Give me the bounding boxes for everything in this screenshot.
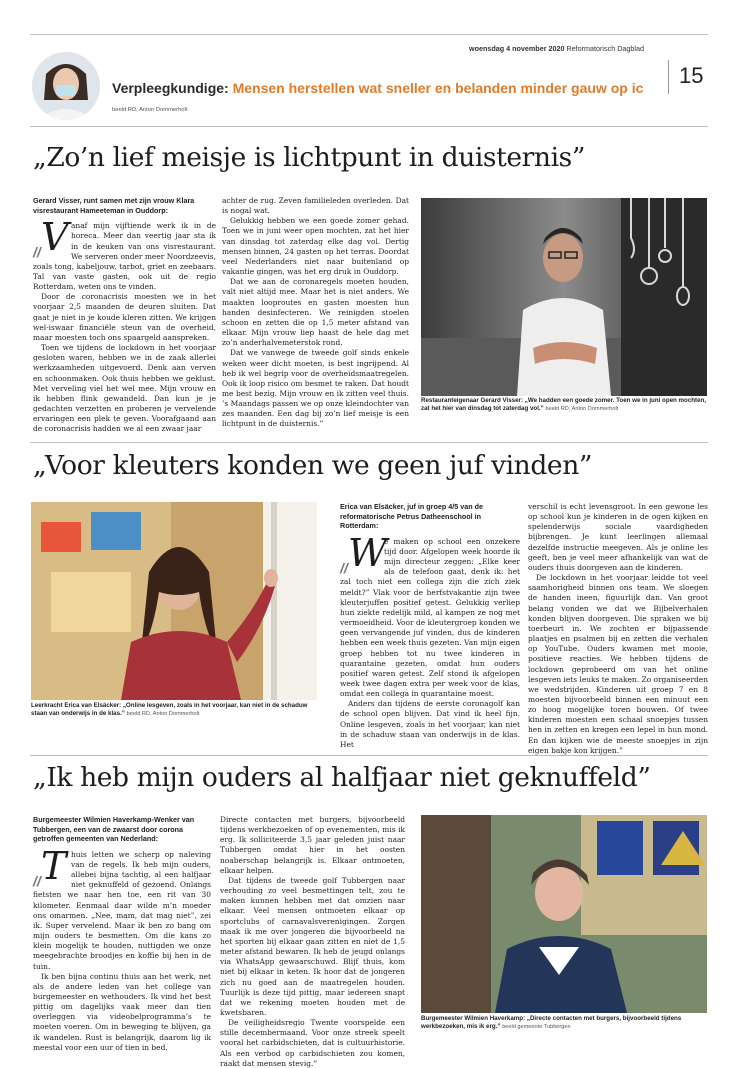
article1-caption: [421, 397, 711, 413]
quote-mark-icon: //: [33, 244, 41, 261]
kicker-label: Verpleegkundige:: [112, 80, 229, 96]
article3-col2: [220, 815, 405, 1068]
article2-caption-text: Leerkracht Erica van Elsäcker: „Online lesgeven, zoals in het voorjaar, kan niet in de schaduw staan van onderwijs in de klas.”: [31, 702, 308, 717]
header-rule: [30, 126, 708, 127]
article3-dropcap-block: [33, 843, 67, 889]
masthead-date: woensdag 4 november 2020: [469, 44, 565, 53]
article1-paragraph: Toen we tijdens de lockdown in het voorjaar gesloten waren, hebben we in de zaak allerlei werkzaamheden uitgevoerd. Denk aan verven en schoonmaken. Ook thuis hebben we geklust. Met verveling viel het wel mee. Mijn vrouw en ik hebben flink gewandeld. Dan kun je je gedachten verzetten en proberen je vervelende ervaringen een plek te geven. Voorafgaand aan de coronacrisis hadden we al een zwaar jaar: [33, 343, 216, 434]
article3-paragraph: huis letten we scherp op naleving van de regels. Ik heb mijn ouders, allebei bijna tachtig, al een halfjaar niet geknuffeld of gezoend. Onlangs fietsten we naar hen toe, een rit van 30 kilometer. Eenmaal daar wilde m’n moeder ons omarmen. „Nee, mam, dat mag niet”, zei ik. Super vervelend. Maar ik ben zo bang om mijn ouders te besmetten. Om die kans zo klein mogelijk te houden, nuttigden we onze meegebrachte broodjes en koffie bij hen in de tuin.: [33, 849, 211, 971]
top-rule: [30, 34, 708, 35]
article3-col1: [33, 815, 211, 1053]
article2-paragraph: De lockdown in het voorjaar leidde tot veel saamhorigheid binnen ons team. We sloegen de handen ineen, figuurlijk dan. Van groot belang vonden we dat we Bijbelverhalen konden blijven doorgeven. Die spraken we bij toerbeurt in. We zochten er bijpassende plaatjes en psalmen bij en zetten die verhalen op YouTube. Ouders kwamen met mooie, positieve reacties. We hebben tijdens de lockdown geprobeerd om van het online lesgeven iets leuks te maken. Zo organiseerden we wedstrijden. Kinderen uit groep 7 en 8 moesten bijvoorbeeld binnen een minuut een zo hoog mogelijke toren bouwen. Of twee kinderen moesten een schaal snoepjes tussen hen in zetten en kregen een lepel in hun mond. En dan kijken wie de meeste snoepjes in zijn eigen bakje kon krijgen.”: [528, 573, 708, 755]
quote-mark-icon: //: [33, 872, 41, 889]
article2-col2: [528, 502, 708, 756]
nurse-avatar: [32, 52, 100, 120]
article3-paragraph: De veiligheidsregio Twente voorspelde een stille decembermaand. Voor onze streek speelt vooral het carbidschieten, dat is cultuurhistorie. Als een verbod op carbidschieten zou komen, raakt dat mensen stevig.”: [220, 1018, 405, 1068]
nurse-portrait-image: [32, 52, 100, 120]
article1-col1: [33, 196, 216, 434]
article2-dropcap: W: [348, 530, 388, 575]
quote-mark-icon: //: [340, 559, 348, 576]
kicker-title: Mensen herstellen wat sneller en belanden minder gauw op ic: [232, 80, 644, 96]
article1-caption-text: Restauranteigenaar Gerard Visser: „We hadden een goede zomer. Toen we in juni open mochten, zat het hier van dinsdag tot zaterdag vol.”: [421, 397, 707, 412]
article2-caption: [31, 702, 321, 718]
section-rule: [30, 442, 708, 443]
article3-paragraph: Directe contacten met burgers, bijvoorbeeld tijdens werkbezoeken of op evenementen, mis ik erg. Ik solliciteerde 3,5 jaar geleden juist naar Tubbergen omdat hier in het oosten noaberschap belangrijk is. Elkaar ontmoeten, elkaar helpen.: [220, 815, 405, 875]
article1-col2: [222, 196, 409, 430]
article2-paragraph: verschil is echt levensgroot. In een gewone les op school kun je kinderen in de ogen kijken en spelenderwijs sociale vaardigheden bijbrengen. Je kunt leerlingen allemaal dezelfde instructie meegeven. Als je online les geeft, ben je veel meer afhankelijk van wat de ouders thuis doorgeven aan de kinderen.: [528, 502, 708, 572]
article3-paragraph: Ik ben bijna continu thuis aan het werk, net als de andere leden van het college van burgemeester en wethouders. Ik vind het best pittig om dagelijks vaak meer dan tien overleggen via videobelprogramma’s te moeten voeren. Om in beweging te blijven, ga ik wandelen. Rust is belangrijk, daarom lig ik meestal voor een uur of tien in bed.: [33, 971, 211, 1052]
masthead-paper: Reformatorisch Dagblad: [566, 44, 644, 53]
page-number: 15: [668, 60, 708, 94]
masthead: [469, 44, 644, 53]
article3-intro: Burgemeester Wilmien Haverkamp-Wenker van Tubbergen, een van de zwaarst door corona getroffen gemeenten van Nederland:: [33, 815, 195, 844]
article1-paragraph: anaf mijn vijftiende werk ik in de horeca. Meer dan veertig jaar sta ik in de keuken van ons visrestaurant. We serveren onder meer Noordzeevis, zoals tong, kabeljouw, tarbot, griet en zeebaars. Tal van vaste gasten, ook uit de regio Rotterdam, weten ons te vinden.: [33, 221, 216, 292]
article2-dropcap-block: [340, 530, 388, 576]
article3-caption-text: Burgemeester Wilmien Haverkamp: „Directe contacten met burgers, bijvoorbeeld tijdens werkbezoeken, mis ik erg.”: [421, 1015, 682, 1030]
article3-headline: „Ik heb mijn ouders al halfjaar niet geknuffeld”: [33, 762, 651, 793]
article3-credit: beeld gemeente Tubbergen: [502, 1024, 571, 1030]
article1-headline: „Zo’n lief meisje is lichtpunt in duisternis”: [33, 142, 586, 173]
article2-intro: Erica van Elsäcker, juf in groep 4/5 van de reformatorische Petrus Datheenschool in Rotterdam:: [340, 502, 484, 531]
article2-credit: beeld RD, Anton Dommerholt: [126, 711, 200, 717]
article2-headline: „Voor kleuters konden we geen juf vinden”: [33, 450, 593, 481]
article3-caption: [421, 1015, 711, 1031]
avatar-credit: beeld RD, Anton Dommerholt: [112, 107, 188, 113]
article1-dropcap: V: [41, 215, 69, 260]
article2-paragraph: Anders dan tijdens de eerste coronagolf kan de school open blijven. Dat vind ik heel fijn. Online lesgeven, zoals in het voorjaar, kan niet in de schaduw staan van onderwijs in de klas. Het: [340, 699, 520, 749]
chef-photo-image: [421, 198, 707, 396]
article1-photo: [421, 198, 707, 396]
article1-paragraph: Door de coronacrisis moesten we in het voorjaar 2,5 maanden de deuren sluiten. Dat gaat je niet in je koude kleren zitten. We krijgen wel-iswaar financiële steun van de overheid, maar moesten toch ons spaargeld aanspreken.: [33, 292, 216, 342]
article1-paragraph: Dat we vanwege de tweede golf sinds enkele weken weer dicht moeten, is best ingrijpend. Al heb ik wel begrip voor de overheidsmaatregelen. Ook ik loop risico om besmet te raken. Dat houdt me best bezig. Mijn vrouw en ik zitten veel thuis. ’s Maandags passen we op onze kleindochter van zes maanden. Een dag bij zo’n lief meisje is een lichtpunt in de duisternis.”: [222, 348, 409, 429]
article1-dropcap-block: [33, 215, 69, 261]
article2-col1: [340, 502, 520, 750]
article1-paragraph: Gelukkig hebben we een goede zomer gehad. Toen we in juni weer open mochten, zat het hier van dinsdag tot zaterdag elke dag vol. Dertig mensen binnen, 24 gasten op het terras. Doordat veel Nederlanders niet naar buitenland op vakantie gingen, was het erg druk in Ouddorp.: [222, 216, 409, 277]
article2-paragraph: e maken op school een onzekere tijd door. Afgelopen week hoorde ik mijn directeur zeggen: „Elke keer als de telefoon gaat, denk ik: het zal toch niet een collega zijn die zich ziek meldt?” Vlak voor de herfstvakantie zijn twee kleuterjuffen positief getest. Gelukkig verliep hun ziekte redelijk mild, al kampen ze nog met vermoeidheid. Voor de kleutergroep konden we geen vervangende juf vinden, dus de kinderen hebben een week thuis gezeten. Van mijn eigen groep hebben tot nu twee kinderen in quarantaine gezeten, omdat hun ouders positief waren getest. Zelf stond ik afgelopen week twee dagen extra per week voor de klas, omdat een collega in quarantaine moest.: [340, 536, 520, 699]
article1-intro: Gerard Visser, runt samen met zijn vrouw Klara visrestaurant Hameeteman in Ouddorp:: [33, 196, 195, 215]
article1-paragraph: achter de rug. Zeven familieleden overleden. Dat is nogal wat.: [222, 196, 409, 216]
section-kicker: [112, 80, 643, 96]
teacher-photo-image: [31, 502, 317, 700]
article3-dropcap: T: [41, 843, 67, 888]
article3-photo: [421, 815, 707, 1013]
section-rule: [30, 755, 708, 756]
article1-paragraph: Dat we aan de coronaregels moeten houden, valt niet altijd mee. Maar het is niet anders. We maakten looproutes en gasten moesten hun handen desinfecteren. We reinigden stoelen schoon en zetten die op 1,5 meter afstand van elkaar. Mijn vrouw liep haast de hele dag met zo’n anderhalvemeterstok rond.: [222, 277, 409, 348]
article2-photo: [31, 502, 317, 700]
mayor-photo-image: [421, 815, 707, 1013]
article1-credit: beeld RD, Anton Dommerholt: [545, 406, 619, 412]
article3-paragraph: Dat tijdens de tweede golf Tubbergen naar verhouding zo veel besmettingen telt, zou te maken kunnen hebben met dat omzien naar elkaar. Veel mensen ontmoeten elkaar op sportclubs of carnavalsverenigingen. Zorgen maak ik me over jongeren die bijvoorbeeld na het sporten bij elkaar gaan zitten en niet de 1,5 meter afstand bewaren. Ik heb de jeugd onlangs via WhatsApp gewaarschuwd. Blijf thuis, kom niet bij elkaar in keten. Ik hoor dat de jongeren zich nu goed aan de maatregelen houden. Tuurlijk is deze tijd pittig, maar iedereen snapt dat we rekening moeten houden met de kwetsbaren.: [220, 875, 405, 1017]
